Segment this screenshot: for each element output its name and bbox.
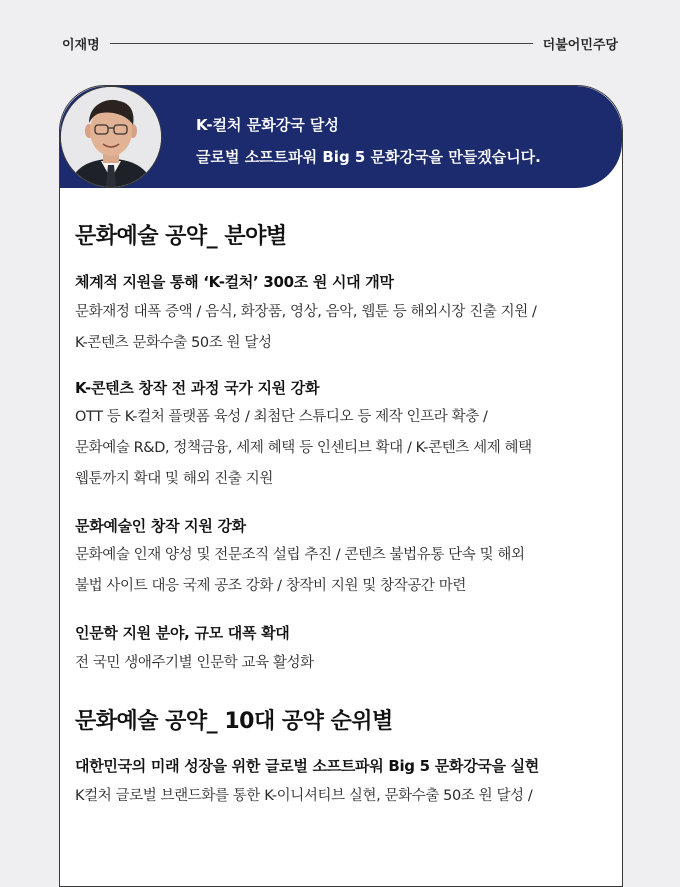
header-divider <box>110 43 533 44</box>
pledge-body <box>75 648 605 679</box>
pledge-heading: K-콘텐츠 창작 전 과정 국가 지원 강화 <box>75 379 320 397</box>
pledge-line: 문화재정 대폭 증액 / 음식, 화장품, 영상, 음악, 웹툰 등 해외시장 진출 지원 / <box>75 304 537 320</box>
banner-subtitle: 글로벌 소프트파워 Big 5 문화강국을 만들겠습니다. <box>196 148 541 166</box>
pledge-heading: 대한민국의 미래 성장을 위한 글로벌 소프트파워 Big 5 문화강국을 실현 <box>75 757 539 775</box>
pledge-heading: 문화예술인 창작 지원 강화 <box>75 517 246 535</box>
section-title-by-rank: 문화예술 공약_ 10대 공약 순위별 <box>75 709 393 734</box>
pledge-banner <box>60 86 622 188</box>
candidate-name: 이재명 <box>62 37 100 53</box>
pledge-body <box>75 402 605 495</box>
candidate-portrait <box>60 86 162 188</box>
pledge-card <box>59 85 623 887</box>
pledge-body <box>75 540 605 602</box>
portrait-photo-icon <box>61 87 161 187</box>
pledge-line: K-콘텐츠 문화수출 50조 원 달성 <box>75 335 272 351</box>
pledge-body <box>75 297 605 359</box>
header-bar <box>62 33 618 53</box>
pledge-line: 문화예술 인재 양성 및 전문조직 설립 추진 / 콘텐츠 불법유통 단속 및 해외 <box>75 547 525 563</box>
party-name: 더불어민주당 <box>542 37 618 53</box>
pledge-line: OTT 등 K-컬처 플랫폼 육성 / 최첨단 스튜디오 등 제작 인프라 확충 / <box>75 409 488 425</box>
pledge-body <box>75 781 605 812</box>
pledge-line: 전 국민 생애주기별 인문학 교육 활성화 <box>75 655 314 671</box>
pledge-line: K컬처 글로벌 브랜드화를 통한 K-이니셔티브 실현, 문화수출 50조 원 달성 / <box>75 788 533 804</box>
banner-title: K-컬처 문화강국 달성 <box>196 116 339 134</box>
pledge-heading: 인문학 지원 분야, 규모 대폭 확대 <box>75 624 290 642</box>
pledge-heading: 체계적 지원을 통해 ‘K-컬처’ 300조 원 시대 개막 <box>75 273 394 291</box>
section-title-by-field: 문화예술 공약_ 분야별 <box>75 224 287 249</box>
pledge-line: 불법 사이트 대응 국제 공조 강화 / 창작비 지원 및 창작공간 마련 <box>75 578 466 594</box>
pledge-line: 문화예술 R&D, 정책금융, 세제 혜택 등 인센티브 확대 / K-콘텐츠 세제 혜택 <box>75 440 532 456</box>
pledge-line: 웹툰까지 확대 및 해외 진출 지원 <box>75 471 273 487</box>
